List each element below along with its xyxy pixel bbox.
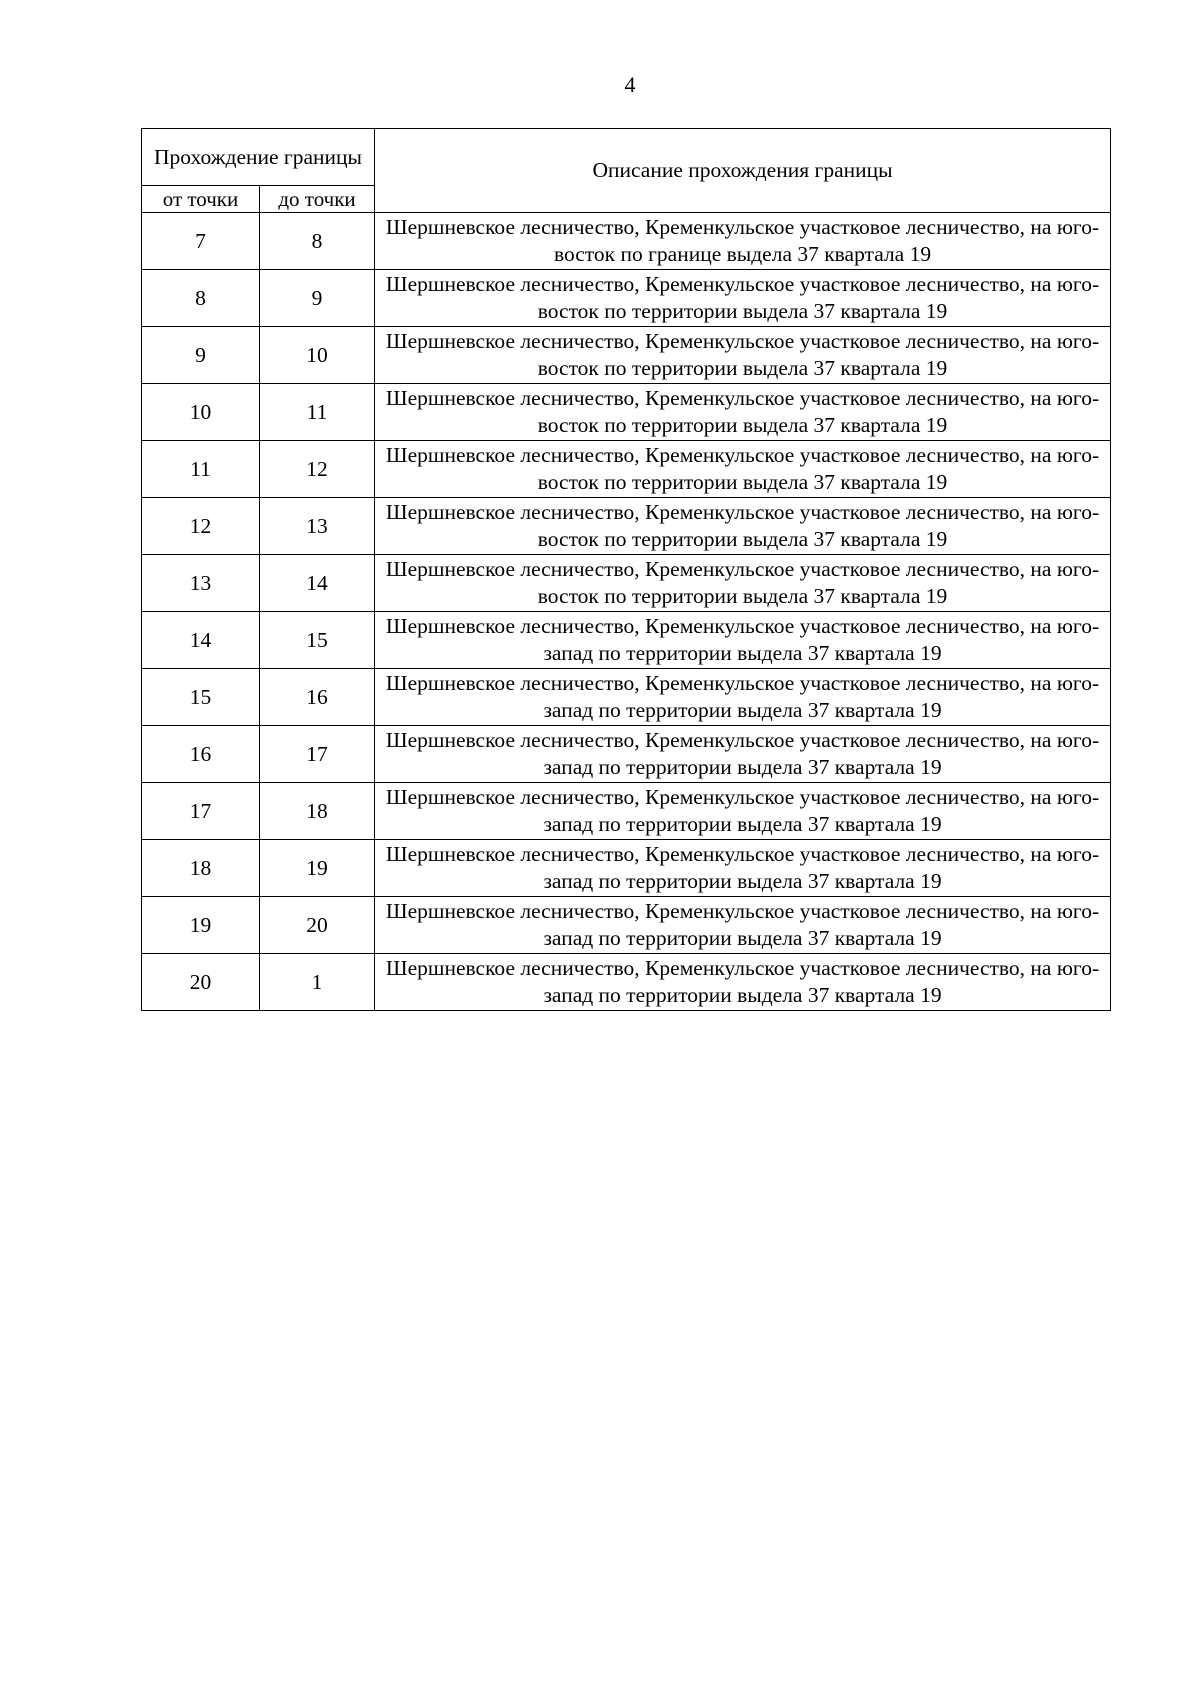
cell-description: Шершневское лесничество, Кременкульское участковое лесничество, на юго-восток по территории выдела 37 квартала 19 — [375, 327, 1111, 384]
cell-from-point: 15 — [142, 669, 260, 726]
cell-to-point: 19 — [260, 840, 375, 897]
table-row — [142, 669, 1111, 726]
cell-from-point: 10 — [142, 384, 260, 441]
cell-from-point: 17 — [142, 783, 260, 840]
cell-from-point: 18 — [142, 840, 260, 897]
cell-from-point: 8 — [142, 270, 260, 327]
cell-description: Шершневское лесничество, Кременкульское участковое лесничество, на юго-восток по территории выдела 37 квартала 19 — [375, 555, 1111, 612]
cell-description: Шершневское лесничество, Кременкульское участковое лесничество, на юго-восток по территории выдела 37 квартала 19 — [375, 498, 1111, 555]
cell-to-point: 1 — [260, 954, 375, 1011]
cell-description: Шершневское лесничество, Кременкульское участковое лесничество, на юго-запад по территории выдела 37 квартала 19 — [375, 897, 1111, 954]
cell-to-point: 17 — [260, 726, 375, 783]
table-row — [142, 270, 1111, 327]
table-row — [142, 498, 1111, 555]
cell-to-point: 15 — [260, 612, 375, 669]
page-number: 4 — [624, 72, 636, 97]
cell-to-point: 12 — [260, 441, 375, 498]
cell-from-point: 14 — [142, 612, 260, 669]
cell-description: Шершневское лесничество, Кременкульское участковое лесничество, на юго-восток по территории выдела 37 квартала 19 — [375, 270, 1111, 327]
cell-to-point: 20 — [260, 897, 375, 954]
table-row — [142, 384, 1111, 441]
header-to-point: до точки — [260, 186, 375, 213]
table-row — [142, 441, 1111, 498]
cell-description: Шершневское лесничество, Кременкульское участковое лесничество, на юго-запад по территории выдела 37 квартала 19 — [375, 954, 1111, 1011]
cell-description: Шершневское лесничество, Кременкульское участковое лесничество, на юго-восток по территории выдела 37 квартала 19 — [375, 384, 1111, 441]
table-row — [142, 327, 1111, 384]
table-row — [142, 213, 1111, 270]
cell-to-point: 10 — [260, 327, 375, 384]
cell-from-point: 16 — [142, 726, 260, 783]
cell-from-point: 7 — [142, 213, 260, 270]
cell-description: Шершневское лесничество, Кременкульское участковое лесничество, на юго-восток по границе выдела 37 квартала 19 — [375, 213, 1111, 270]
cell-from-point: 12 — [142, 498, 260, 555]
table-row — [142, 897, 1111, 954]
table-header — [142, 129, 1111, 213]
header-passage: Прохождение границы — [142, 129, 375, 186]
header-from-point: от точки — [142, 186, 260, 213]
header-description: Описание прохождения границы — [375, 129, 1111, 213]
table-row — [142, 783, 1111, 840]
cell-to-point: 9 — [260, 270, 375, 327]
table-row — [142, 840, 1111, 897]
boundary-table — [141, 128, 1111, 1011]
cell-description: Шершневское лесничество, Кременкульское участковое лесничество, на юго-запад по территории выдела 37 квартала 19 — [375, 726, 1111, 783]
cell-from-point: 9 — [142, 327, 260, 384]
cell-from-point: 13 — [142, 555, 260, 612]
cell-from-point: 19 — [142, 897, 260, 954]
table-row — [142, 612, 1111, 669]
cell-from-point: 11 — [142, 441, 260, 498]
cell-to-point: 14 — [260, 555, 375, 612]
cell-to-point: 13 — [260, 498, 375, 555]
cell-to-point: 16 — [260, 669, 375, 726]
table-row — [142, 726, 1111, 783]
cell-to-point: 11 — [260, 384, 375, 441]
table-row — [142, 555, 1111, 612]
cell-description: Шершневское лесничество, Кременкульское участковое лесничество, на юго-запад по территории выдела 37 квартала 19 — [375, 669, 1111, 726]
cell-description: Шершневское лесничество, Кременкульское участковое лесничество, на юго-запад по территории выдела 37 квартала 19 — [375, 783, 1111, 840]
cell-to-point: 18 — [260, 783, 375, 840]
cell-description: Шершневское лесничество, Кременкульское участковое лесничество, на юго-запад по территории выдела 37 квартала 19 — [375, 840, 1111, 897]
table-body — [142, 213, 1111, 1011]
cell-description: Шершневское лесничество, Кременкульское участковое лесничество, на юго-восток по территории выдела 37 квартала 19 — [375, 441, 1111, 498]
cell-description: Шершневское лесничество, Кременкульское участковое лесничество, на юго-запад по территории выдела 37 квартала 19 — [375, 612, 1111, 669]
cell-to-point: 8 — [260, 213, 375, 270]
cell-from-point: 20 — [142, 954, 260, 1011]
table-row — [142, 954, 1111, 1011]
